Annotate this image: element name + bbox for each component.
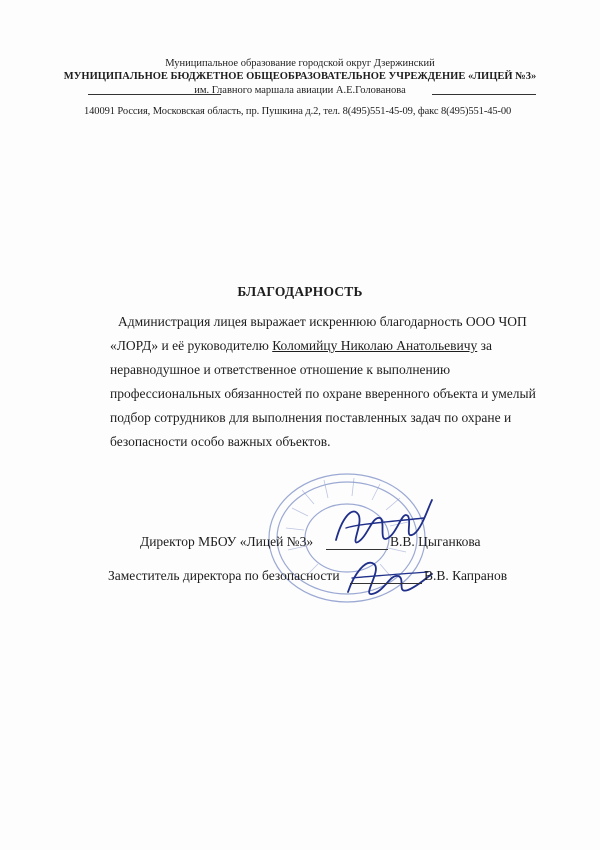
body-line-2-start: «ЛОРД» и её руководителю — [110, 338, 273, 353]
header-address: 140091 Россия, Московская область, пр. Пушкина д.2, тел. 8(495)551-45-09, факс 8(495)551-45-00 — [84, 106, 512, 117]
director-sign-line — [326, 549, 388, 550]
body-line-2-end: за — [477, 338, 492, 353]
header-institution: МУНИЦИПАЛЬНОЕ БЮДЖЕТНОЕ ОБЩЕОБРАЗОВАТЕЛЬНОЕ УЧРЕЖДЕНИЕ «ЛИЦЕЙ №3» — [63, 71, 537, 82]
deputy-name: В.В. Капранов — [424, 568, 508, 583]
director-name: В.В. Цыганкова — [390, 534, 481, 549]
header-named-after: им. Главного маршала авиации А.Е.Голованова — [194, 85, 406, 96]
body-line-3: неравнодушное и ответственное отношение к выполнению — [110, 362, 451, 377]
deputy-title: Заместитель директора по безопасности — [108, 568, 340, 583]
body-line-1: Администрация лицея выражает искреннюю благодарность ООО ЧОП — [118, 314, 527, 329]
director-title: Директор МБОУ «Лицей №3» — [140, 534, 314, 549]
deputy-sign-line — [350, 583, 422, 584]
header-rule-right — [432, 94, 536, 95]
body-line-2 — [110, 338, 492, 354]
body-line-6: безопасности особо важных объектов. — [110, 434, 331, 449]
deputy-signature — [338, 548, 438, 608]
header-municipality: Муниципальное образование городской округ Дзержинский — [165, 58, 435, 69]
recipient-name: Коломийцу Николаю Анатольевичу — [272, 338, 478, 353]
document-title: БЛАГОДАРНОСТЬ — [237, 284, 363, 299]
body-line-4: профессиональных обязанностей по охране вверенного объекта и умелый — [110, 386, 536, 401]
body-line-5: подбор сотрудников для выполнения поставленных задач по охране и — [110, 410, 512, 425]
